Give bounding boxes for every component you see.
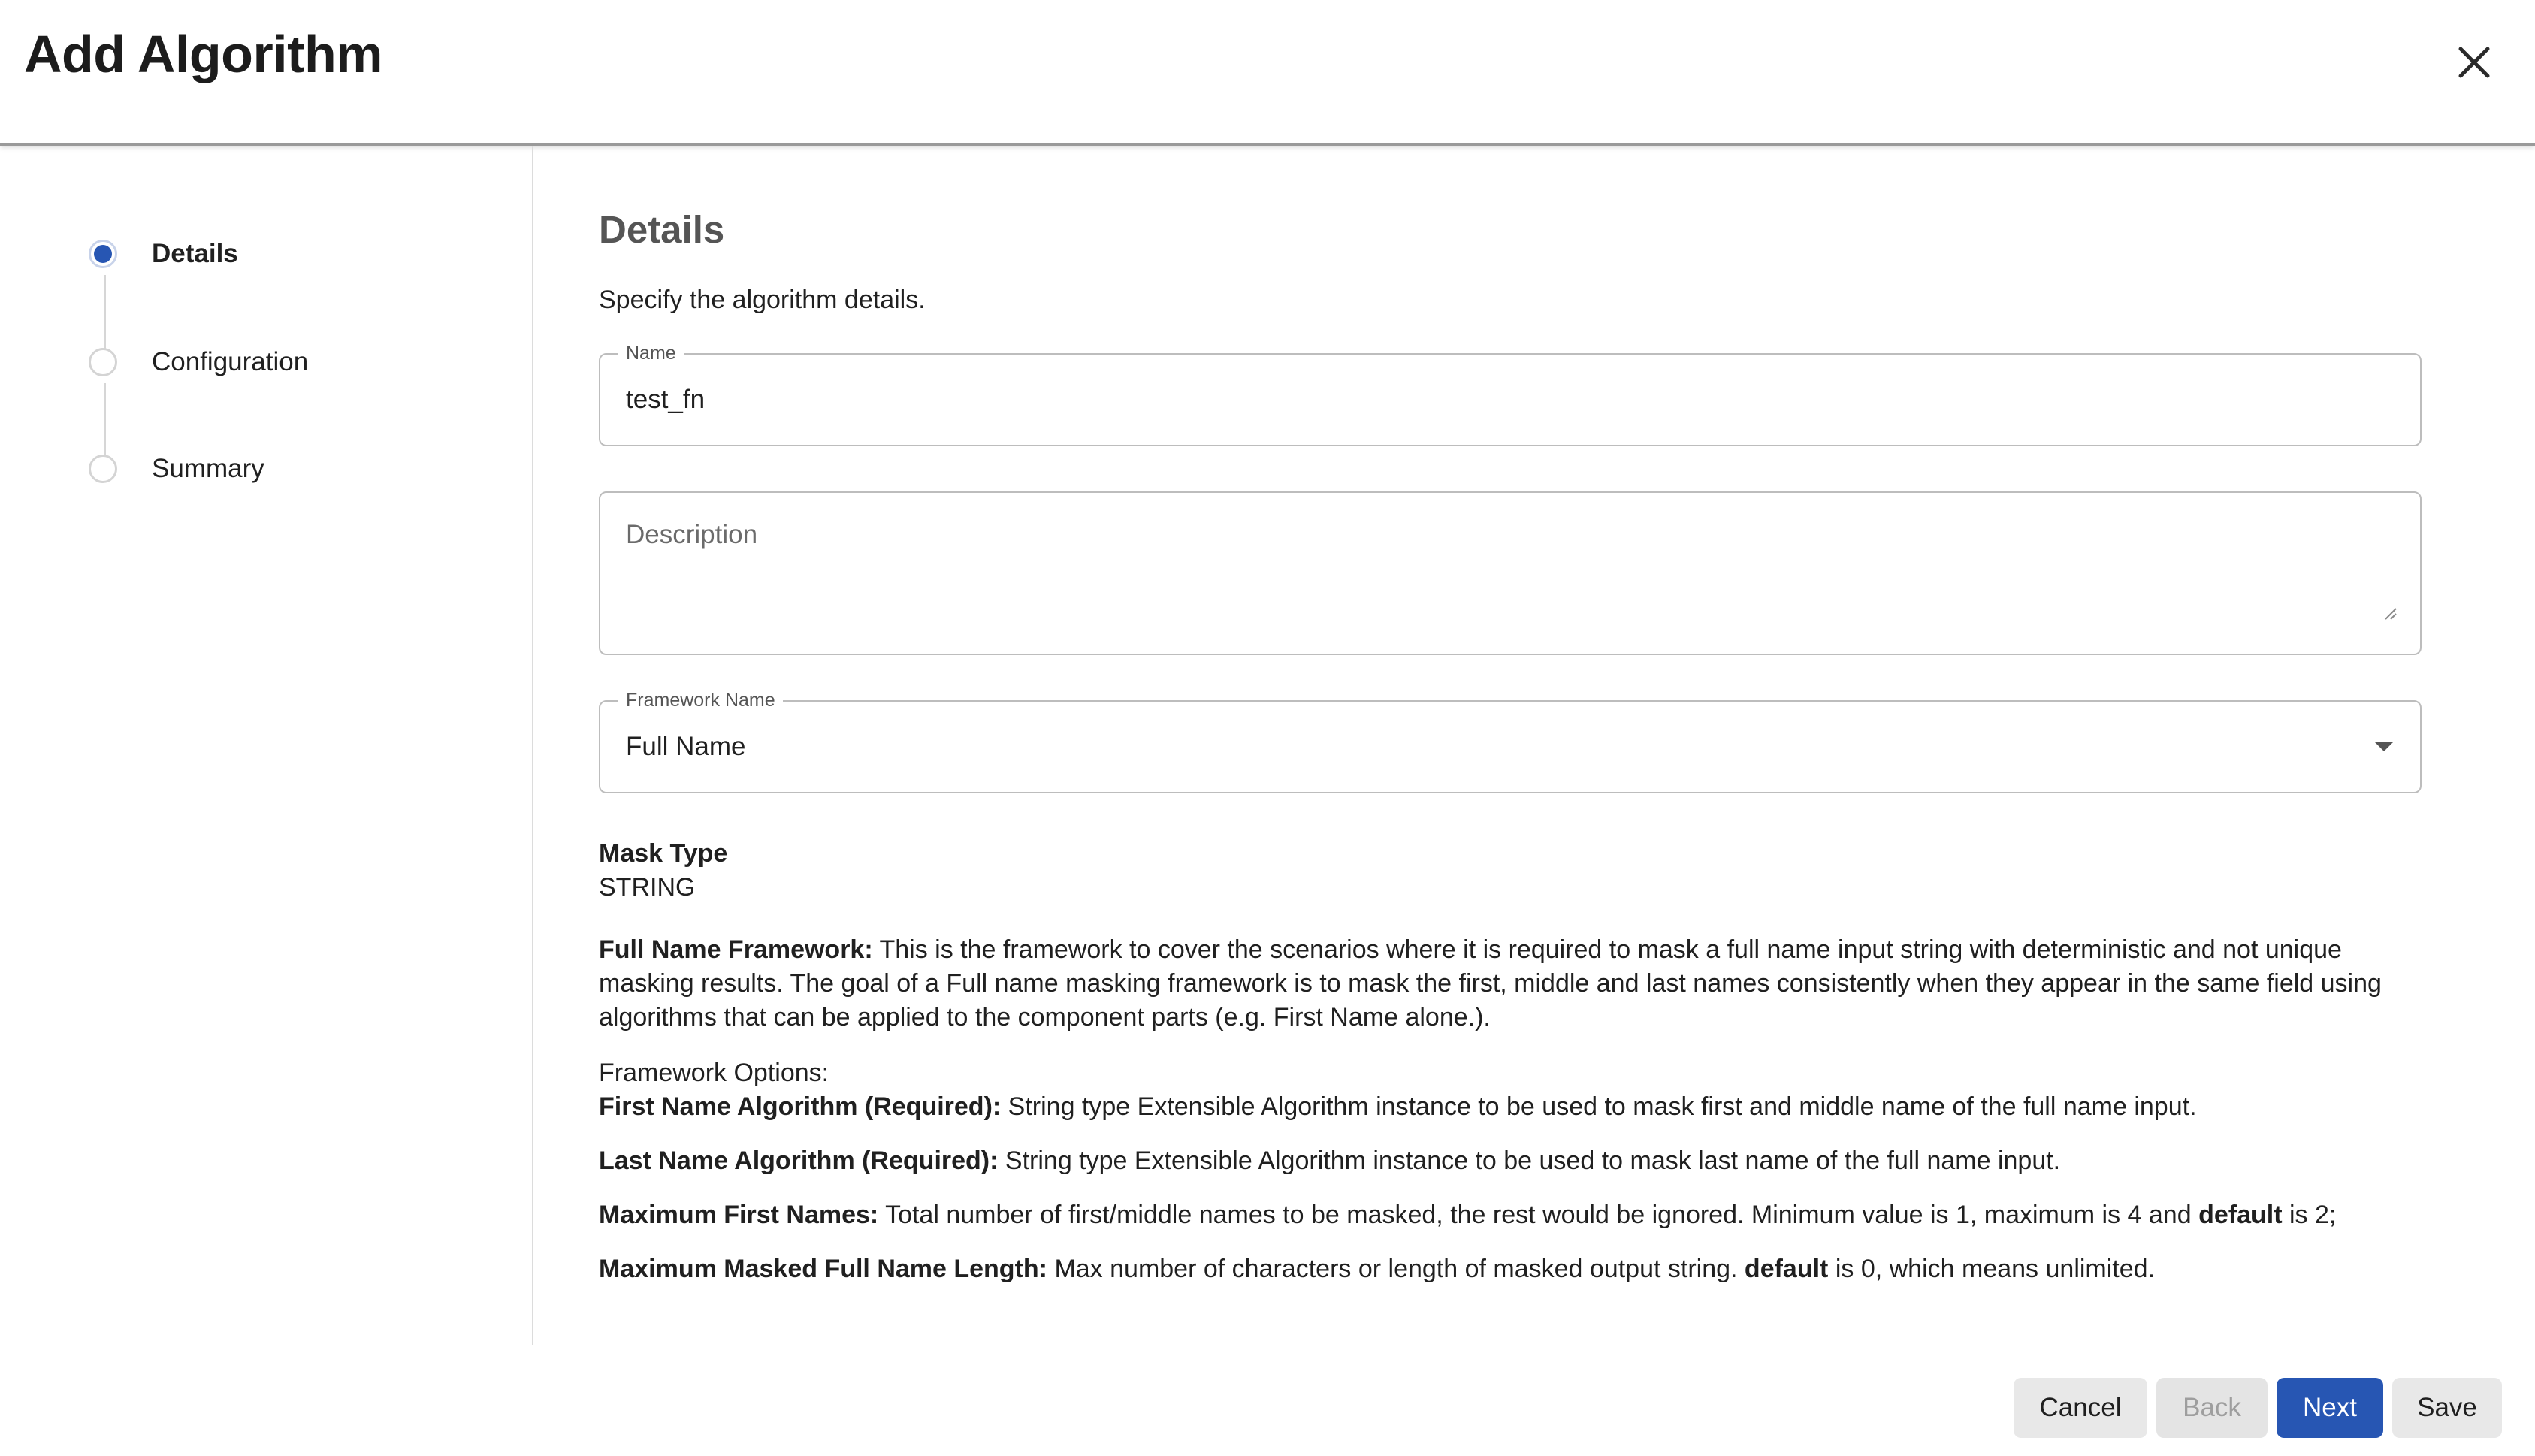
step-inactive-icon [89,348,117,376]
framework-description-text: This is the framework to cover the scenarios where it is required to mask a full name input string with deterministic and not unique masking results. The goal of a Full name masking framework is to mask the first, middle and last names consistently when they appear in the same field using algorithms that can be applied to the component parts (e.g. First Name alone.). [599,935,2382,1032]
option-name: Last Name Algorithm (Required): [599,1146,999,1175]
option-item [599,1090,2425,1124]
stepper [0,146,533,1345]
options-heading: Framework Options: [599,1059,829,1087]
resize-handle-icon[interactable] [2384,607,2398,621]
step-label: Details [152,239,238,268]
close-button[interactable] [2448,36,2500,89]
save-button[interactable]: Save [2392,1378,2502,1438]
option-name: Maximum First Names: [599,1201,879,1229]
mask-type-block [599,837,2425,905]
option-text: is 2; [2289,1201,2337,1229]
option-item [599,1198,2425,1232]
option-text: Total number of first/middle names to be masked, the rest would be ignored. Minimum value is 1, maximum is 4 and [885,1201,2192,1229]
option-name: First Name Algorithm (Required): [599,1092,1002,1121]
step-label: Summary [152,454,264,483]
description-field [599,491,2422,655]
framework-name-select[interactable] [599,690,2422,793]
option-text: is 0, which means unlimited. [1835,1255,2156,1283]
step-label: Configuration [152,347,309,376]
description-input[interactable] [626,520,2395,639]
caret-down-icon [2375,742,2393,751]
option-item [599,1144,2425,1178]
name-field [599,343,2422,446]
dialog-header [0,0,2535,146]
option-default-word: default [1744,1255,1829,1283]
cancel-button[interactable]: Cancel [2014,1378,2147,1438]
name-field-label: Name [618,343,684,364]
framework-name-value: Full Name [626,732,746,761]
section-subtitle: Specify the algorithm details. [599,285,926,314]
option-name: Maximum Masked Full Name Length: [599,1255,1047,1283]
option-text: String type Extensible Algorithm instance to be used to mask first and middle name of the full name input. [1008,1092,2197,1121]
back-button[interactable]: Back [2156,1378,2268,1438]
mask-type-value: STRING [599,873,696,902]
name-input[interactable] [626,355,2395,445]
close-icon [2448,36,2500,89]
framework-options [599,1056,2425,1286]
framework-name-label: Framework Name [618,690,783,711]
framework-description [599,933,2425,1035]
step-active-icon [89,240,117,268]
step-inactive-icon [89,455,117,483]
step-configuration[interactable] [89,346,308,379]
dialog-title: Add Algorithm [24,25,382,83]
option-text: String type Extensible Algorithm instance to be used to mask last name of the full name input. [1005,1146,2061,1175]
mask-type-label: Mask Type [599,839,728,868]
step-summary[interactable] [89,452,264,485]
framework-heading: Full Name Framework: [599,935,873,964]
option-item [599,1252,2425,1286]
section-title: Details [599,208,725,251]
option-default-word: default [2198,1201,2283,1229]
next-button[interactable]: Next [2277,1378,2383,1438]
step-details[interactable] [89,237,238,270]
option-text: Max number of characters or length of masked output string. [1054,1255,1738,1283]
